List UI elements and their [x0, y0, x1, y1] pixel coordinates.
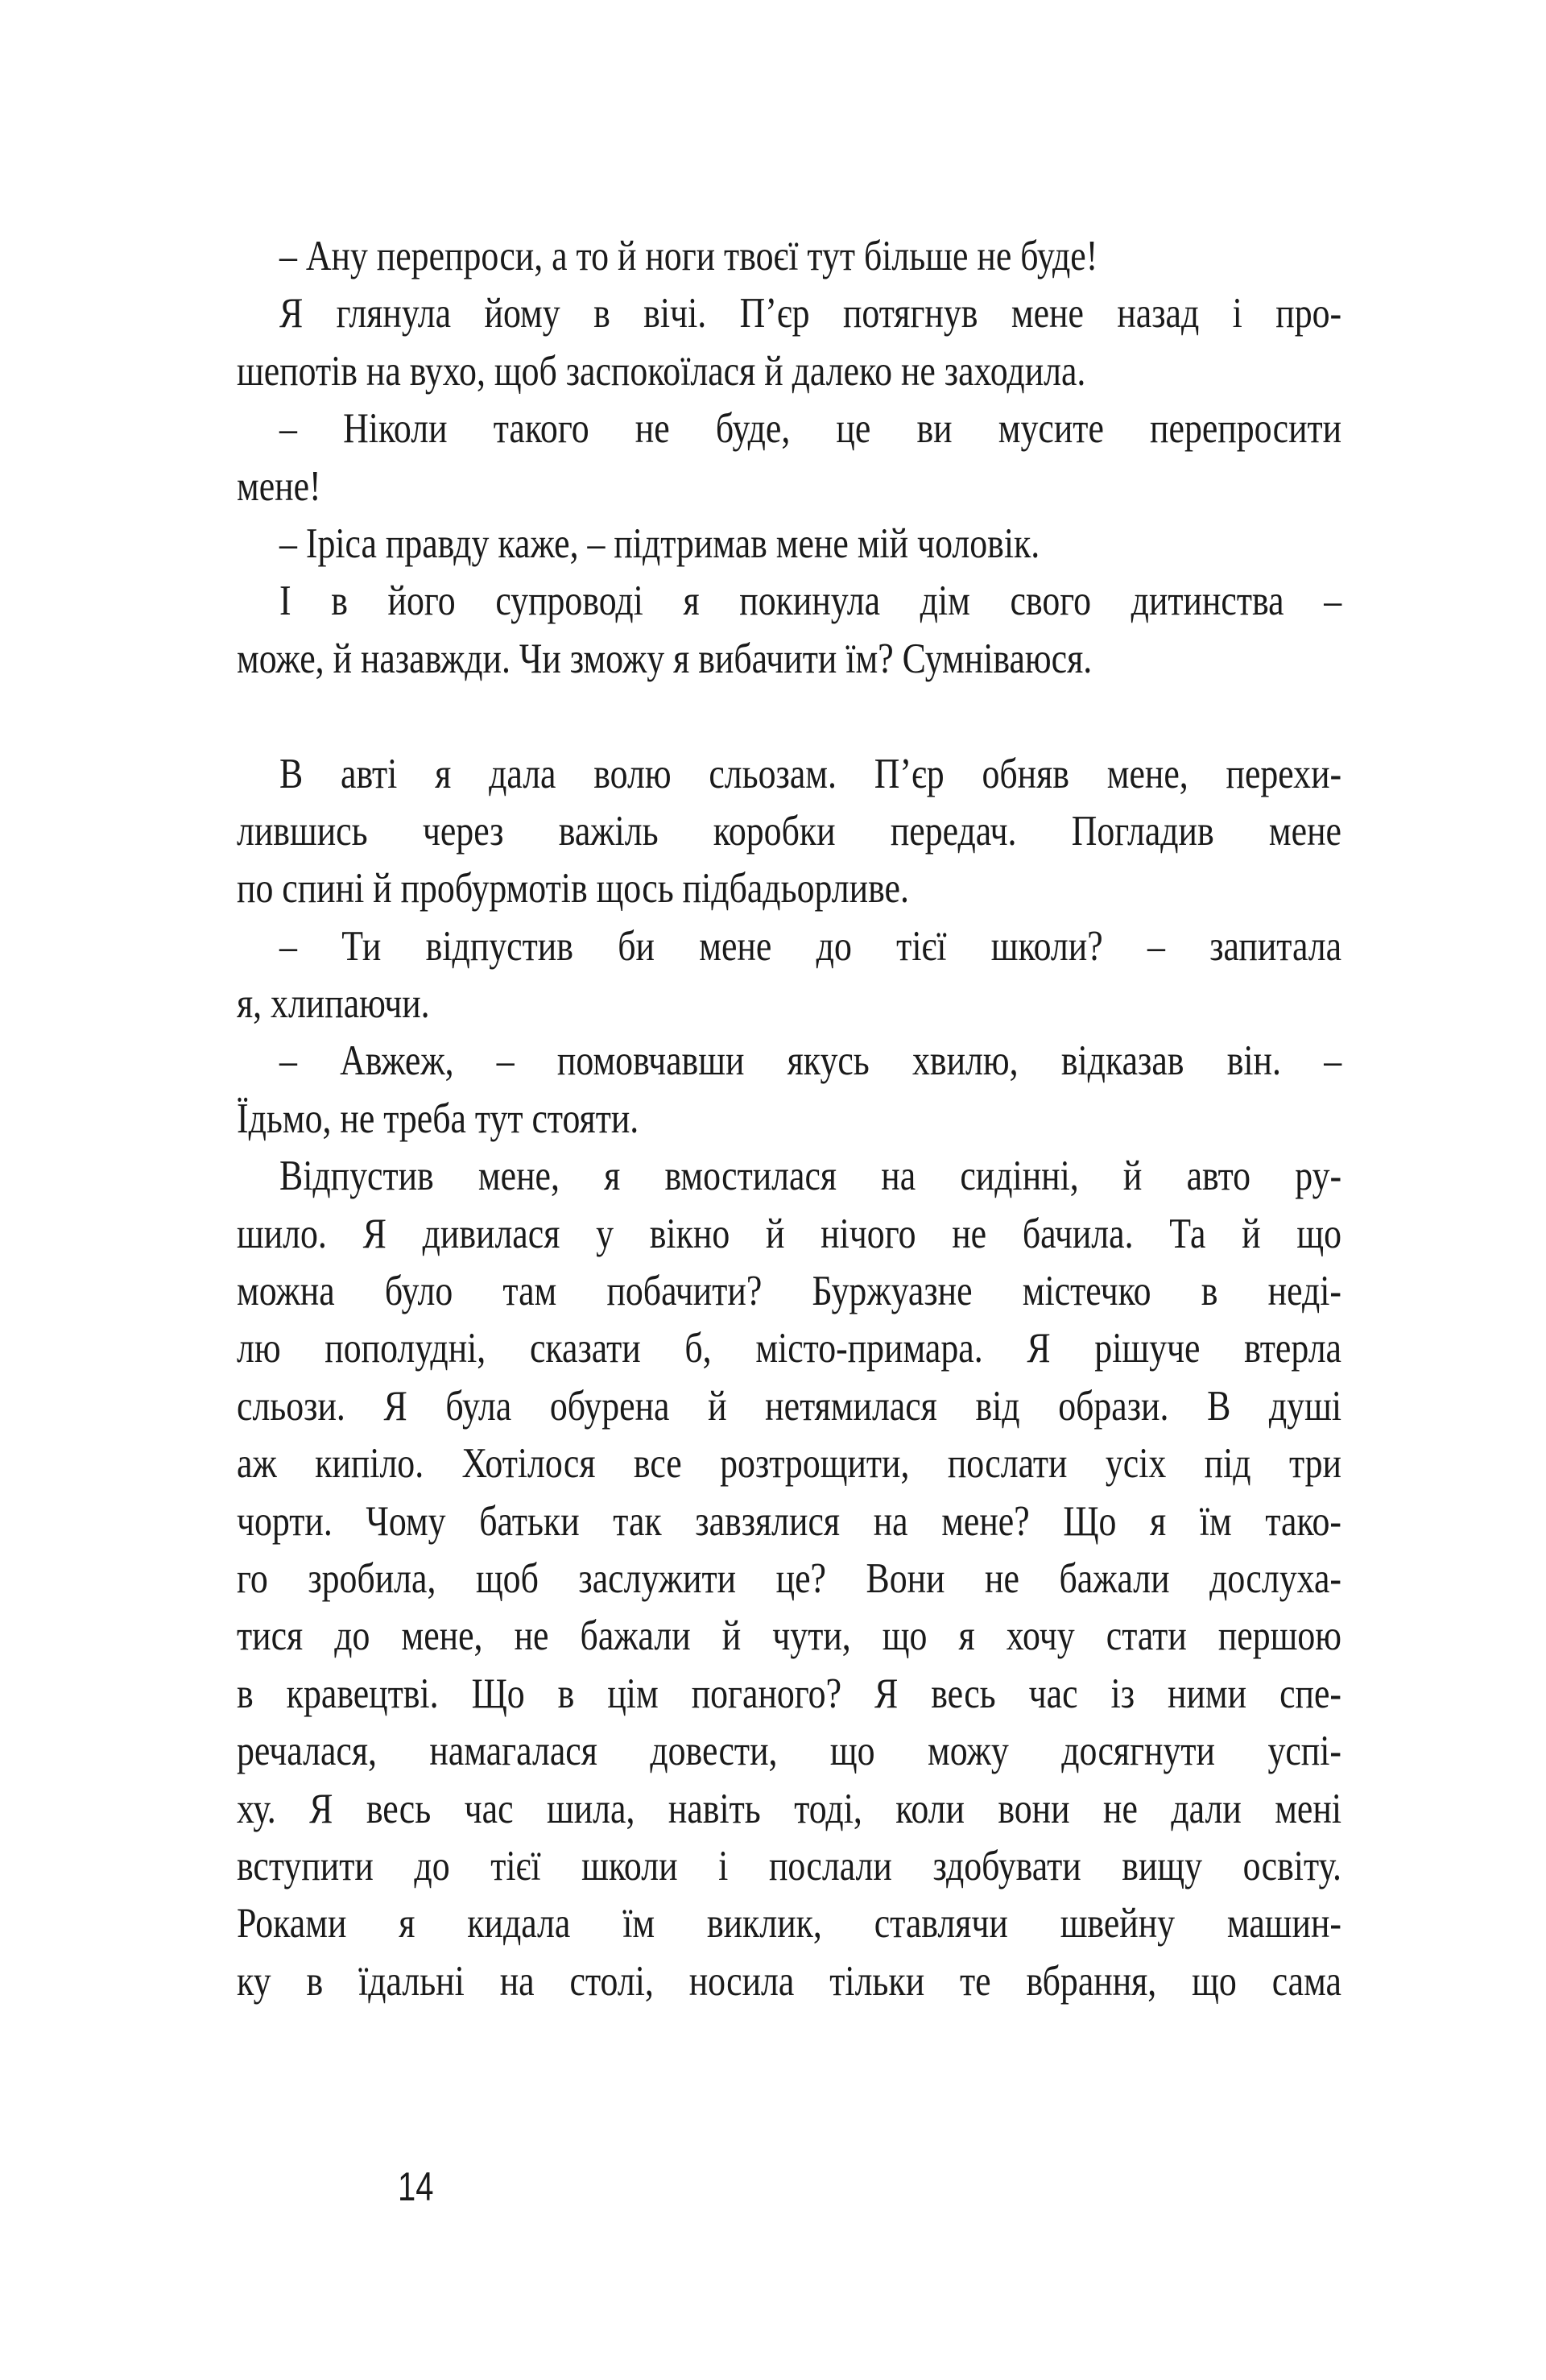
- text-line: [237, 860, 1341, 917]
- page-body-text: [237, 228, 1341, 2010]
- text-line: [237, 573, 1341, 630]
- text-line-content: тися до мене, не бажали й чути, що я хочу стати першою: [237, 1612, 1341, 1660]
- text-line-content: в кравецтві. Що в цім поганого? Я весь час із ними спе-: [237, 1670, 1341, 1717]
- text-line: [237, 1723, 1341, 1780]
- text-line-content: можна було там побачити? Буржуазне містечко в неді-: [237, 1268, 1341, 1315]
- text-line: [237, 1953, 1341, 2010]
- text-line: [237, 1895, 1341, 1952]
- text-line-content: ху. Я весь час шила, навіть тоді, коли вони не дали мені: [237, 1785, 1341, 1832]
- text-line-content: мене!: [237, 462, 321, 510]
- text-line-content: – Іріса правду каже, – підтримав мене мій чоловік.: [279, 519, 1040, 567]
- text-line: [237, 1206, 1341, 1263]
- text-line: [237, 1781, 1341, 1838]
- text-line-content: чорти. Чому батьки так завзялися на мене? Що я їм тако-: [237, 1497, 1341, 1545]
- text-line-content: ку в їдальні на столі, носила тільки те вбрання, що сама: [237, 1957, 1341, 2005]
- text-line-content: Роками я кидала їм виклик, ставлячи швейну машин-: [237, 1900, 1341, 1947]
- text-line: [237, 746, 1341, 803]
- text-line-content: лившись через важіль коробки передач. Погладив мене: [237, 807, 1341, 855]
- text-line-content: – Авжеж, – помовчавши якусь хвилю, відказав він. –: [279, 1037, 1342, 1085]
- text-line: [237, 343, 1341, 400]
- text-line: [237, 975, 1341, 1033]
- text-line: [237, 1838, 1341, 1895]
- page-number: 14: [398, 2164, 434, 2209]
- text-line: [237, 688, 1341, 745]
- text-line-content: – Ніколи такого не буде, це ви мусите перепросити: [279, 405, 1342, 453]
- text-line: [237, 1263, 1341, 1320]
- text-line: [237, 631, 1341, 688]
- text-line-content: Я глянула йому в вічі. П’єр потягнув мене назад і про-: [279, 290, 1342, 337]
- text-line: [237, 1435, 1341, 1492]
- text-line: [237, 1091, 1341, 1148]
- text-line-content: В авті я дала волю сльозам. П’єр обняв мене, перехи-: [279, 750, 1342, 797]
- text-line-content: вступити до тієї школи і послали здобувати вищу освіту.: [237, 1842, 1341, 1890]
- text-line: [237, 1608, 1341, 1665]
- text-line: [237, 918, 1341, 975]
- text-line-content: – Ти відпустив би мене до тієї школи? – запитала: [279, 922, 1342, 970]
- text-line-content: шепотів на вухо, щоб заспокоїлася й далеко не заходила.: [237, 347, 1086, 395]
- text-line-content: Їдьмо, не треба тут стояти.: [237, 1095, 639, 1142]
- text-line-content: речалася, намагалася довести, що можу досягнути успі-: [237, 1728, 1341, 1775]
- text-line-content: го зробила, щоб заслужити це? Вони не бажали дослуха-: [237, 1554, 1341, 1602]
- text-line-content: Відпустив мене, я вмостилася на сидінні, й авто ру-: [279, 1153, 1342, 1200]
- text-line-content: – Ану перепроси, а то й ноги твоєї тут більше не буде!: [279, 233, 1098, 279]
- text-line-content: шило. Я дивилася у вікно й нічого не бачила. Та й що: [237, 1210, 1341, 1257]
- text-line: [237, 458, 1341, 515]
- text-line: [237, 1033, 1341, 1090]
- text-line: [237, 1493, 1341, 1550]
- text-line: [237, 515, 1341, 573]
- text-line-content: може, й назавжди. Чи зможу я вибачити їм? Сумніваюся.: [237, 635, 1093, 682]
- text-line-content: лю пополудні, сказати б, місто-примара. Я рішуче втерла: [237, 1325, 1341, 1372]
- text-line: [237, 1378, 1341, 1435]
- text-line-content: я, хлипаючи.: [237, 980, 430, 1028]
- text-line-content: по спині й пробурмотів щось підбадьорливе.: [237, 865, 909, 913]
- text-line: [237, 1550, 1341, 1608]
- text-line: [237, 1666, 1341, 1723]
- text-line: [237, 1148, 1341, 1205]
- text-line-content: І в його супроводі я покинула дім свого дитинства –: [279, 577, 1342, 625]
- text-line-content: аж кипіло. Хотілося все розтрощити, послати усіх під три: [237, 1440, 1341, 1488]
- text-line: [237, 1320, 1341, 1377]
- text-line-content: сльози. Я була обурена й нетямилася від образи. В душі: [237, 1382, 1341, 1430]
- text-line: [237, 400, 1341, 457]
- text-line: [237, 803, 1341, 860]
- text-line: [237, 285, 1341, 342]
- text-line: [237, 228, 1341, 285]
